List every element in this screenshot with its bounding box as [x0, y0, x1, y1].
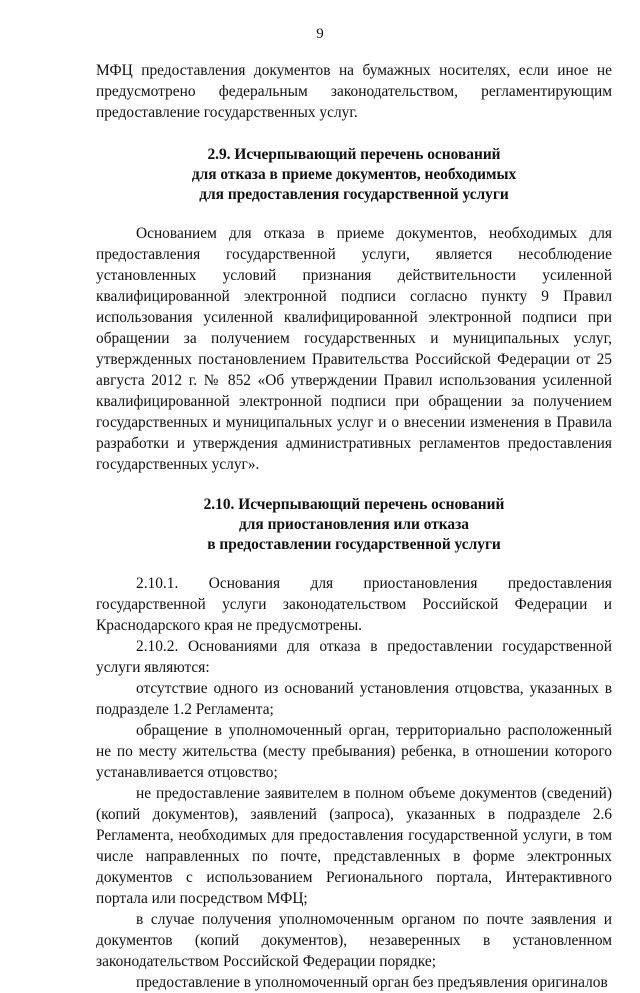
section-2-10-paragraph: 2.10.1. Основания для приостановления предоставления государственной услуги законодательством Российской Федерации и Краснодарского края не предусмотрены. — [96, 575, 612, 634]
section-2-9-heading-line: для предоставления государственной услуги — [199, 186, 509, 203]
section-2-9-heading-line: для отказа в приеме документов, необходимых — [191, 166, 517, 183]
section-2-10-heading-line: для приостановления или отказа — [238, 516, 469, 533]
section-2-10-paragraph: обращение в уполномоченный орган, территориально расположенный не по месту жительства (месту пребывания) ребенка, в отношении которого устанавливается отцовство; — [96, 722, 612, 781]
section-2-10-paragraph: в случае получения уполномоченным органом по почте заявления и документов (копий документов), незаверенных в установленном законодательством Российской Федерации порядке; — [96, 911, 612, 970]
section-2-10-paragraph: предоставление в уполномоченный орган без предъявления оригиналов — [136, 974, 608, 991]
section-2-10-paragraph: не предоставление заявителем в полном объеме документов (сведений) (копий документов), заявлений (запроса), указанных в подразделе 2.6 Регламента, необходимых для предоставления государственной услуги, в том числе направленных по почте, представленных в форме электронных документов с использованием Регионального портала, Интерактивного портала или посредством МФЦ; — [96, 785, 612, 907]
section-2-10-paragraph: отсутствие одного из оснований установления отцовства, указанных в подразделе 1.2 Регламента; — [96, 680, 612, 718]
section-2-10-heading — [96, 495, 612, 555]
page-number: 9 — [316, 26, 324, 42]
section-2-9-heading-line: 2.9. Исчерпывающий перечень оснований — [207, 146, 501, 163]
section-2-10-heading-line: в предоставлении государственной услуги — [207, 536, 501, 553]
intro-paragraph: МФЦ предоставления документов на бумажных носителях, если иное не предусмотрено федеральным законодательством, регламентирующим предоставление государственных услуг. — [96, 62, 612, 121]
document-body — [96, 60, 612, 993]
section-2-9-body: Основанием для отказа в приеме документов, необходимых для предоставления государственной услуги, является несоблюдение установленных условий признания действительности усиленной квалифицированной электронной подписи согласно пункту 9 Правил использования усиленной квалифицированной электронной подписи при обращении за получением государственных и муниципальных услуг, утвержденных постановлением Правительства Российской Федерации от 25 августа 2012 г. № 852 «Об утверждении Правил использования усиленной квалифицированной электронной подписи при обращении за получением государственных и муниципальных услуг и о внесении изменения в Правила разработки и утверждения административных регламентов предоставления государственных услуг». — [96, 225, 612, 473]
section-2-10-heading-line: 2.10. Исчерпывающий перечень оснований — [203, 496, 505, 513]
section-2-9-heading — [96, 145, 612, 205]
section-2-10-paragraph: 2.10.2. Основаниями для отказа в предоставлении государственной услуги являются: — [96, 638, 612, 676]
